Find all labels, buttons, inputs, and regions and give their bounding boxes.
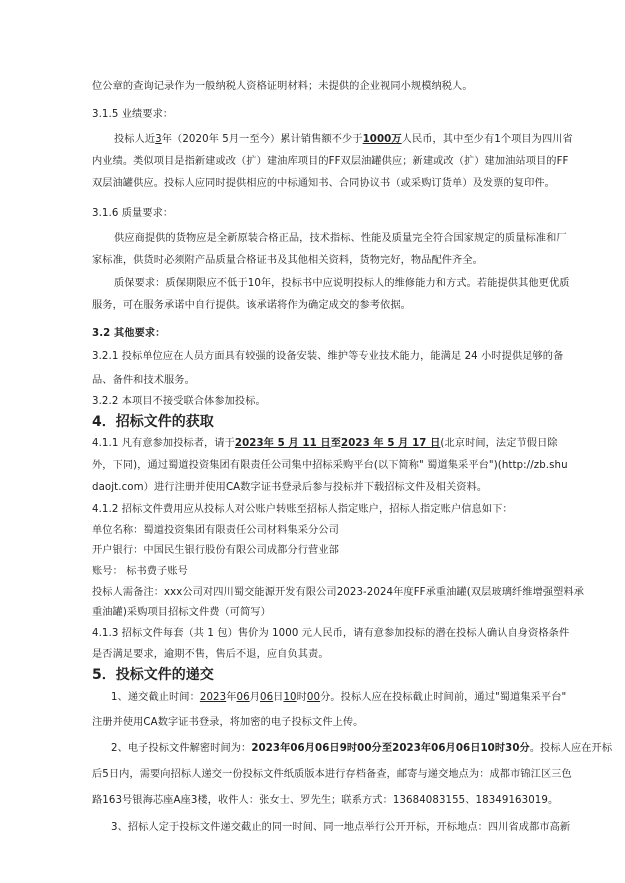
other-req-line-1: 3.2.1 投标单位应在人员方面具有较强的设备安装、维护等专业技术能力，能满足 24 小时提供足够的备: [92, 351, 564, 362]
fee-transfer-line: 4.1.2 招标文件费用应从投标人对公账户转账至招标人指定账户，招标人指定账户信息如下：: [92, 504, 513, 515]
price-line-2: 是否满足要求，逾期不售，售后不退，应自负其责。: [92, 649, 329, 660]
section-3-1-5-title: 3.1.5 业绩要求：: [92, 109, 174, 120]
acquisition-line-3: daojt.com）进行注册并使用CA数字证书登录后参与投标并下载招标文件及相关资料。: [92, 482, 488, 493]
deadline-line-1: 1、递交截止时间：2023年06月06日10时00分。投标人应在投标截止时间前，通过"蜀道集采平台": [111, 692, 567, 703]
account-bank: 开户银行：中国民生银行股份有限公司成都分行营业部: [92, 545, 339, 556]
decrypt-line-2: 后5日内，需要向招标人递交一份投标文件纸质版本进行存档备查，邮寄与递交地点为：成都市锦江区三色: [92, 769, 572, 780]
acquisition-line-1: 4.1.1 凡有意参加投标者，请于2023年 5 月 11 日至2023 年 5 月 17 日(北京时间，法定节假日除: [92, 438, 558, 449]
acquisition-line-2: 外，下同)，通过蜀道投资集团有限责任公司集中招标采购平台(以下简称" 蜀道集采平台")(http://zb.shu: [92, 460, 568, 471]
account-name: 单位名称：蜀道投资集团有限责任公司材料集采分公司: [92, 525, 339, 536]
section-4-heading: 4．招标文件的获取: [92, 414, 214, 430]
remark-line-1: 投标人需备注：xxx公司对四川蜀交能源开发有限公司2023-2024年度FF承重油罐(双层玻璃纤维增强塑料承: [92, 587, 585, 598]
section-3-1-6-title: 3.1.6 质量要求：: [92, 208, 174, 219]
performance-line-1: 投标人近3年（2020年 5月一至今）累计销售额不少于1000万人民币，其中至少有1个项目为四川省: [114, 134, 573, 145]
opening-line-1: 3、招标人定于投标文件递交截止的同一时间、同一地点举行公开开标，开标地点：四川省成都市高新: [111, 822, 571, 833]
decrypt-line-3: 路163号银海芯座A座3楼，收件人：张女士、罗先生；联系方式：13684083155、18349163019。: [92, 795, 559, 806]
other-req-line-3: 3.2.2 本项目不接受联合体参加投标。: [92, 396, 266, 407]
decrypt-line-1: 2、电子投标文件解密时间为：2023年06月06日9时00分至2023年06月06日10时30分。投标人应在开标: [111, 743, 613, 754]
paragraph-vat-note: 位公章的查询记录作为一般纳税人资格证明材料；未提供的企业视同小规模纳税人。: [92, 81, 473, 92]
section-3-2-title: 3.2 其他要求：: [92, 328, 166, 339]
quality-line-2: 家标准，供货时必须附产品质量合格证书及其他相关资料，货物完好，物品配件齐全。: [92, 255, 483, 266]
remark-line-2: 重油罐)采购项目招标文件费（可简写）: [92, 607, 271, 618]
quality-line-1: 供应商提供的货物应是全新原装合格正品，技术指标、性能及质量完全符合国家规定的质量标准和厂: [114, 233, 567, 244]
account-number: 账号： 标书费子账号: [92, 566, 188, 577]
warranty-line-1: 质保要求：质保期限应不低于10年，投标书中应说明投标人的维修能力和方式。若能提供其他更优质: [114, 278, 570, 289]
deadline-line-2: 注册并使用CA数字证书登录，将加密的电子投标文件上传。: [92, 717, 364, 728]
performance-line-2: 内业绩。类似项目是指新建或改（扩）建油库项目的FF双层油罐供应；新建或改（扩）建加油站项目的FF: [92, 156, 569, 167]
section-5-heading: 5．投标文件的递交: [92, 667, 214, 683]
warranty-line-2: 服务，可在服务承诺中自行提供。该承诺将作为确定成交的参考依据。: [92, 300, 411, 311]
price-line-1: 4.1.3 招标文件每套（共 1 包）售价为 1000 元人民币，请有意参加投标的潜在投标人确认自身资格条件: [92, 628, 570, 639]
other-req-line-2: 品、备件和技术服务。: [92, 375, 195, 386]
performance-line-3: 双层油罐供应。投标人应同时提供相应的中标通知书、合同协议书（或采购订货单）及发票的复印件。: [92, 178, 555, 189]
